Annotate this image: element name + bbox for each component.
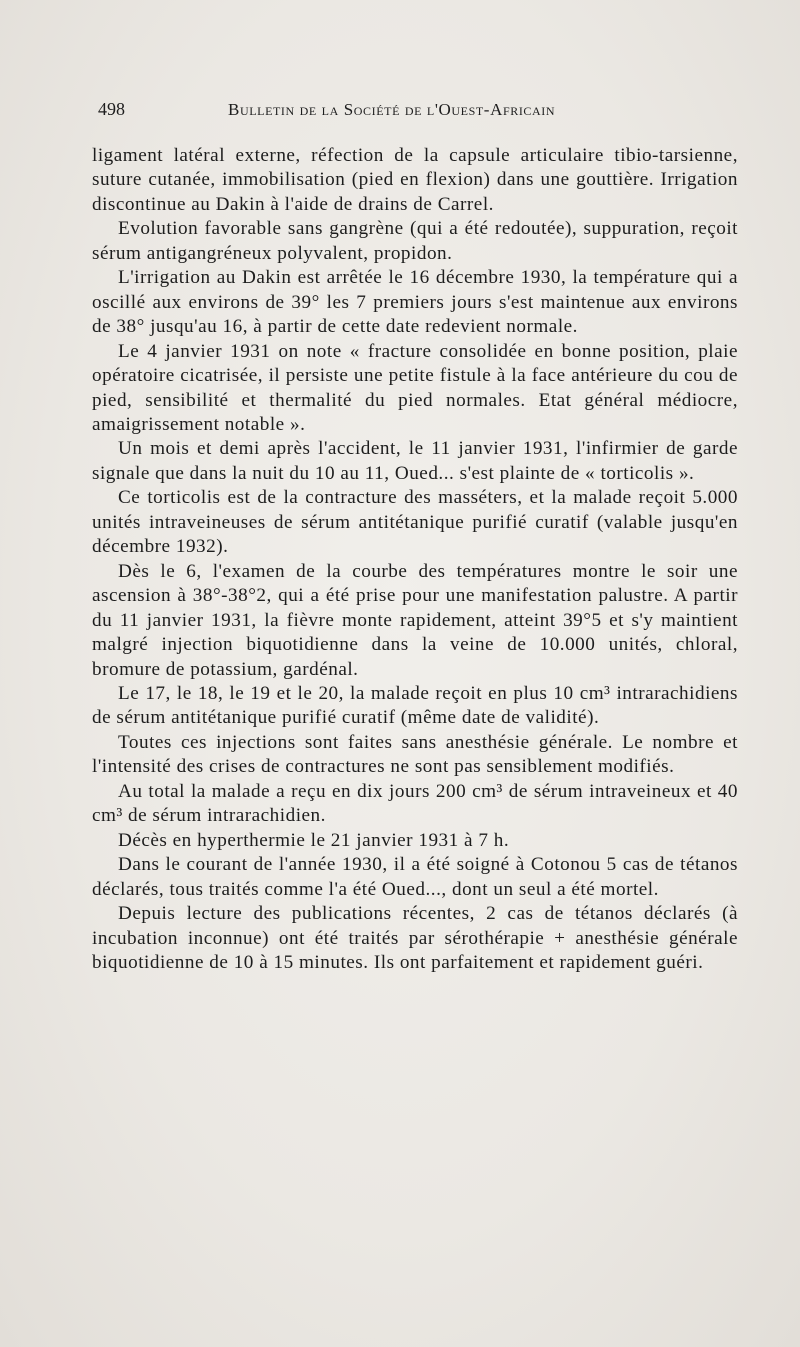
body-text (92, 144, 738, 975)
paragraph: Depuis lecture des publications récentes, 2 cas de tétanos déclarés (à incubation inconnue) ont été traités par sérothérapie + anesthésie générale biquotidienne de 10 à 15 minutes. Ils ont parfaitement et rapidement guéri. (92, 903, 738, 973)
paragraph: Evolution favorable sans gangrène (qui a été redoutée), suppuration, reçoit sérum antigangréneux polyvalent, propidon. (92, 218, 738, 264)
paragraph: Dans le courant de l'année 1930, il a été soigné à Cotonou 5 cas de tétanos déclarés, tous traités comme l'a été Oued..., dont un seul a été mortel. (92, 854, 738, 900)
paragraph: Le 17, le 18, le 19 et le 20, la malade reçoit en plus 10 cm³ intrarachidiens de sérum antitétanique purifié curatif (même date de validité). (92, 682, 738, 729)
page-number: 498 (98, 99, 125, 119)
paragraph: Ce torticolis est de la contracture des masséters, et la malade reçoit 5.000 unités intraveineuses de sérum antitétanique purifié curatif (valable jusqu'en décembre 1932). (92, 487, 738, 558)
running-title: Bulletin de la Société de l'Ouest-Africain (228, 100, 556, 119)
paragraph: ligament latéral externe, réfection de la capsule articulaire tibio-tarsienne, suture cutanée, immobilisation (pied en flexion) dans une gouttière. Irrigation discontinue au Dakin à l'aide de drains de Carrel. (92, 145, 738, 215)
paragraph: L'irrigation au Dakin est arrêtée le 16 décembre 1930, la température qui a oscillé aux environs de 39° les 7 premiers jours s'est maintenue aux environs de 38° jusqu'au 16, à partir de cette date redevient normale. (92, 267, 738, 338)
paragraph: Le 4 janvier 1931 on note « fracture consolidée en bonne position, plaie opératoire cicatrisée, il persiste une petite fistule à la face antérieure du cou de pied, sensibilité et thermalité du pied normales. Etat général médiocre, amaigrissement notable ». (92, 340, 738, 435)
paragraph: Dès le 6, l'examen de la courbe des températures montre le soir une ascension à 38°-38°2, qui a été prise pour une manifestation palustre. A partir du 11 janvier 1931, la fièvre monte rapidement, atteint 39°5 et s'y maintient malgré injection biquotidienne dans la veine de 10.000 unités, chloral, bromure de potassium, gardénal. (92, 560, 738, 680)
paragraph: Un mois et demi après l'accident, le 11 janvier 1931, l'infirmier de garde signale que dans la nuit du 10 au 11, Oued... s'est plainte de « torticolis ». (92, 438, 738, 484)
paragraph: Au total la malade a reçu en dix jours 200 cm³ de sérum intraveineux et 40 cm³ de sérum intrarachidien. (92, 780, 738, 827)
page-header (98, 99, 738, 129)
paragraph: Décès en hyperthermie le 21 janvier 1931 à 7 h. (118, 829, 510, 851)
paragraph: Toutes ces injections sont faites sans anesthésie générale. Le nombre et l'intensité des crises de contractures ne sont pas sensiblement modifiés. (92, 731, 738, 778)
